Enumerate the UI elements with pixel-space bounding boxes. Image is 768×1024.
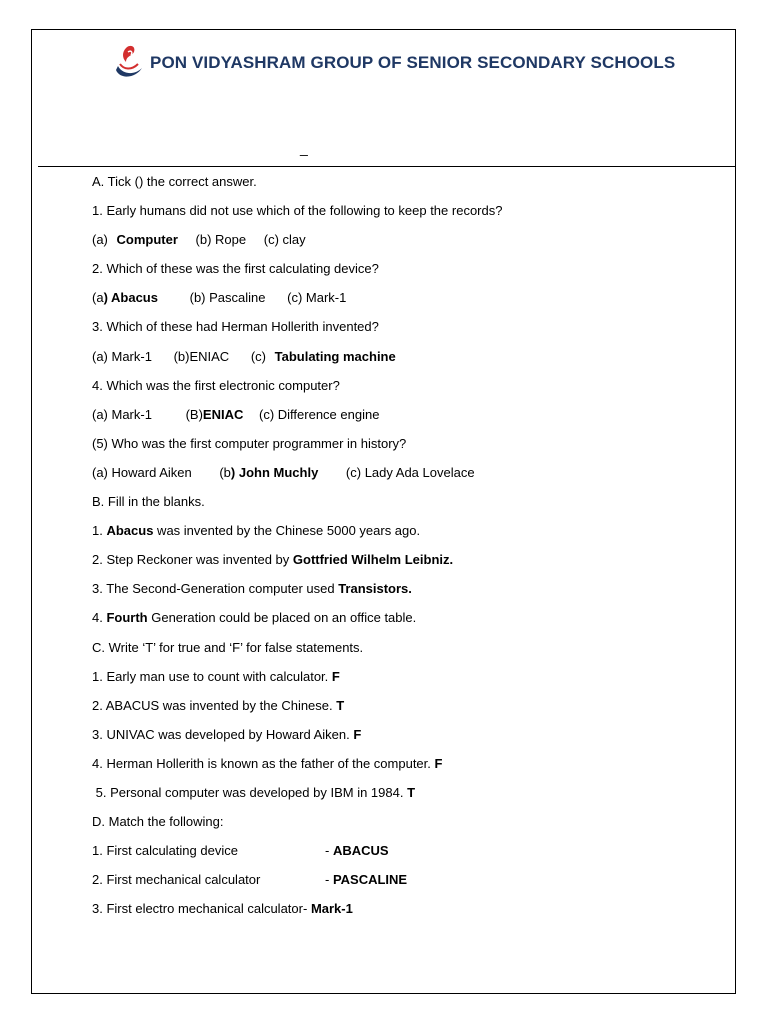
- statement-text: 5. Personal computer was developed by IBM in 1984.: [92, 784, 408, 800]
- fill-blank-1: [92, 520, 702, 549]
- match-dash: -: [325, 872, 333, 888]
- match-answer: Mark-1: [310, 901, 353, 917]
- option-c: (c) Difference engine: [259, 406, 380, 422]
- option-c: (c) Lady Ada Lovelace: [345, 464, 475, 480]
- section-b-heading: B. Fill in the blanks.: [92, 494, 205, 510]
- match-row-2: [92, 869, 702, 898]
- header-dash: _: [300, 140, 308, 156]
- question-3: 3. Which of these had Herman Hollerith invented?: [92, 319, 379, 335]
- statement-answer: T: [336, 697, 345, 713]
- match-dash: -: [302, 901, 311, 917]
- statement-answer: F: [434, 755, 443, 771]
- header-divider: [38, 166, 735, 167]
- option-c: (c) clay: [263, 232, 306, 248]
- options-5: [92, 462, 702, 491]
- option-b: (b)ENIAC: [173, 348, 230, 364]
- option-c-answer: Tabulating machine: [274, 348, 396, 364]
- school-logo-icon: [112, 44, 144, 82]
- section-d-heading: D. Match the following:: [92, 814, 224, 830]
- option-c-label: (c): [250, 348, 266, 364]
- match-answer: ABACUS: [332, 843, 389, 859]
- statement-text: 2. ABACUS was invented by the Chinese.: [92, 697, 337, 713]
- fill-blank-4: [92, 607, 702, 636]
- fill-answer: Transistors.: [338, 581, 412, 597]
- option-b-label: (B): [185, 406, 203, 422]
- option-b: (b) Pascaline: [189, 290, 266, 306]
- statement-answer: T: [407, 784, 416, 800]
- option-a: (a) Mark-1: [92, 348, 152, 364]
- option-a-answer: ) Abacus: [103, 290, 158, 306]
- match-row-1: [92, 840, 702, 869]
- option-b: (b) Rope: [195, 232, 247, 248]
- question-5: (5) Who was the first computer programmer in history?: [92, 435, 407, 451]
- statement-text: 1. Early man use to count with calculator.: [92, 668, 332, 684]
- option-a-label: (a): [92, 232, 108, 248]
- option-b-label: (b: [219, 464, 231, 480]
- fill-text: Generation could be placed on an office table.: [147, 610, 417, 626]
- question-2: 2. Which of these was the first calculating device?: [92, 261, 379, 277]
- section-c-heading: C. Write ‘T’ for true and ‘F’ for false statements.: [92, 639, 364, 655]
- match-dash: -: [325, 843, 333, 859]
- fill-text: was invented by the Chinese 5000 years ago.: [153, 523, 421, 539]
- header: [112, 44, 675, 82]
- fill-blank-2: [92, 549, 702, 578]
- true-false-2: [92, 695, 702, 724]
- fill-text: 4.: [92, 610, 107, 626]
- match-row-3: [92, 898, 702, 927]
- option-b-answer: ENIAC: [202, 406, 244, 422]
- school-title: PON VIDYASHRAM GROUP OF SENIOR SECONDARY SCHOOLS: [150, 53, 676, 72]
- fill-text: 1.: [92, 523, 107, 539]
- statement-text: 3. UNIVAC was developed by Howard Aiken.: [92, 726, 354, 742]
- fill-answer: Abacus: [106, 523, 154, 539]
- fill-answer: Gottfried Wilhelm Leibniz.: [292, 552, 454, 568]
- match-item: 1. First calculating device: [92, 843, 238, 859]
- fill-blank-3: [92, 578, 702, 607]
- question-4: 4. Which was the first electronic computer?: [92, 377, 340, 393]
- option-a-label: (a: [92, 290, 104, 306]
- true-false-4: [92, 753, 702, 782]
- match-item: 2. First mechanical calculator: [92, 872, 261, 888]
- options-3: [92, 346, 702, 375]
- option-a: (a) Howard Aiken: [92, 464, 192, 480]
- true-false-3: [92, 724, 702, 753]
- option-a: (a) Mark-1: [92, 406, 152, 422]
- options-4: [92, 404, 702, 433]
- fill-answer: Fourth: [106, 610, 148, 626]
- true-false-5: [92, 782, 702, 811]
- worksheet-content: [92, 171, 702, 927]
- statement-answer: F: [353, 726, 362, 742]
- question-1: 1. Early humans did not use which of the following to keep the records?: [92, 203, 503, 219]
- true-false-1: [92, 666, 702, 695]
- fill-text: 2. Step Reckoner was invented by: [92, 552, 293, 568]
- option-a-answer: Computer: [116, 232, 178, 248]
- statement-answer: F: [331, 668, 340, 684]
- match-answer: PASCALINE: [332, 872, 408, 888]
- statement-text: 4. Herman Hollerith is known as the father of the computer.: [92, 755, 435, 771]
- fill-text: 3. The Second-Generation computer used: [92, 581, 339, 597]
- option-b-answer: ) John Muchly: [230, 464, 319, 480]
- section-a-heading: A. Tick () the correct answer.: [92, 174, 257, 189]
- option-c: (c) Mark-1: [287, 290, 347, 306]
- match-item: 3. First electro mechanical calculator: [92, 901, 303, 917]
- options-1: [92, 229, 702, 258]
- options-2: [92, 287, 702, 316]
